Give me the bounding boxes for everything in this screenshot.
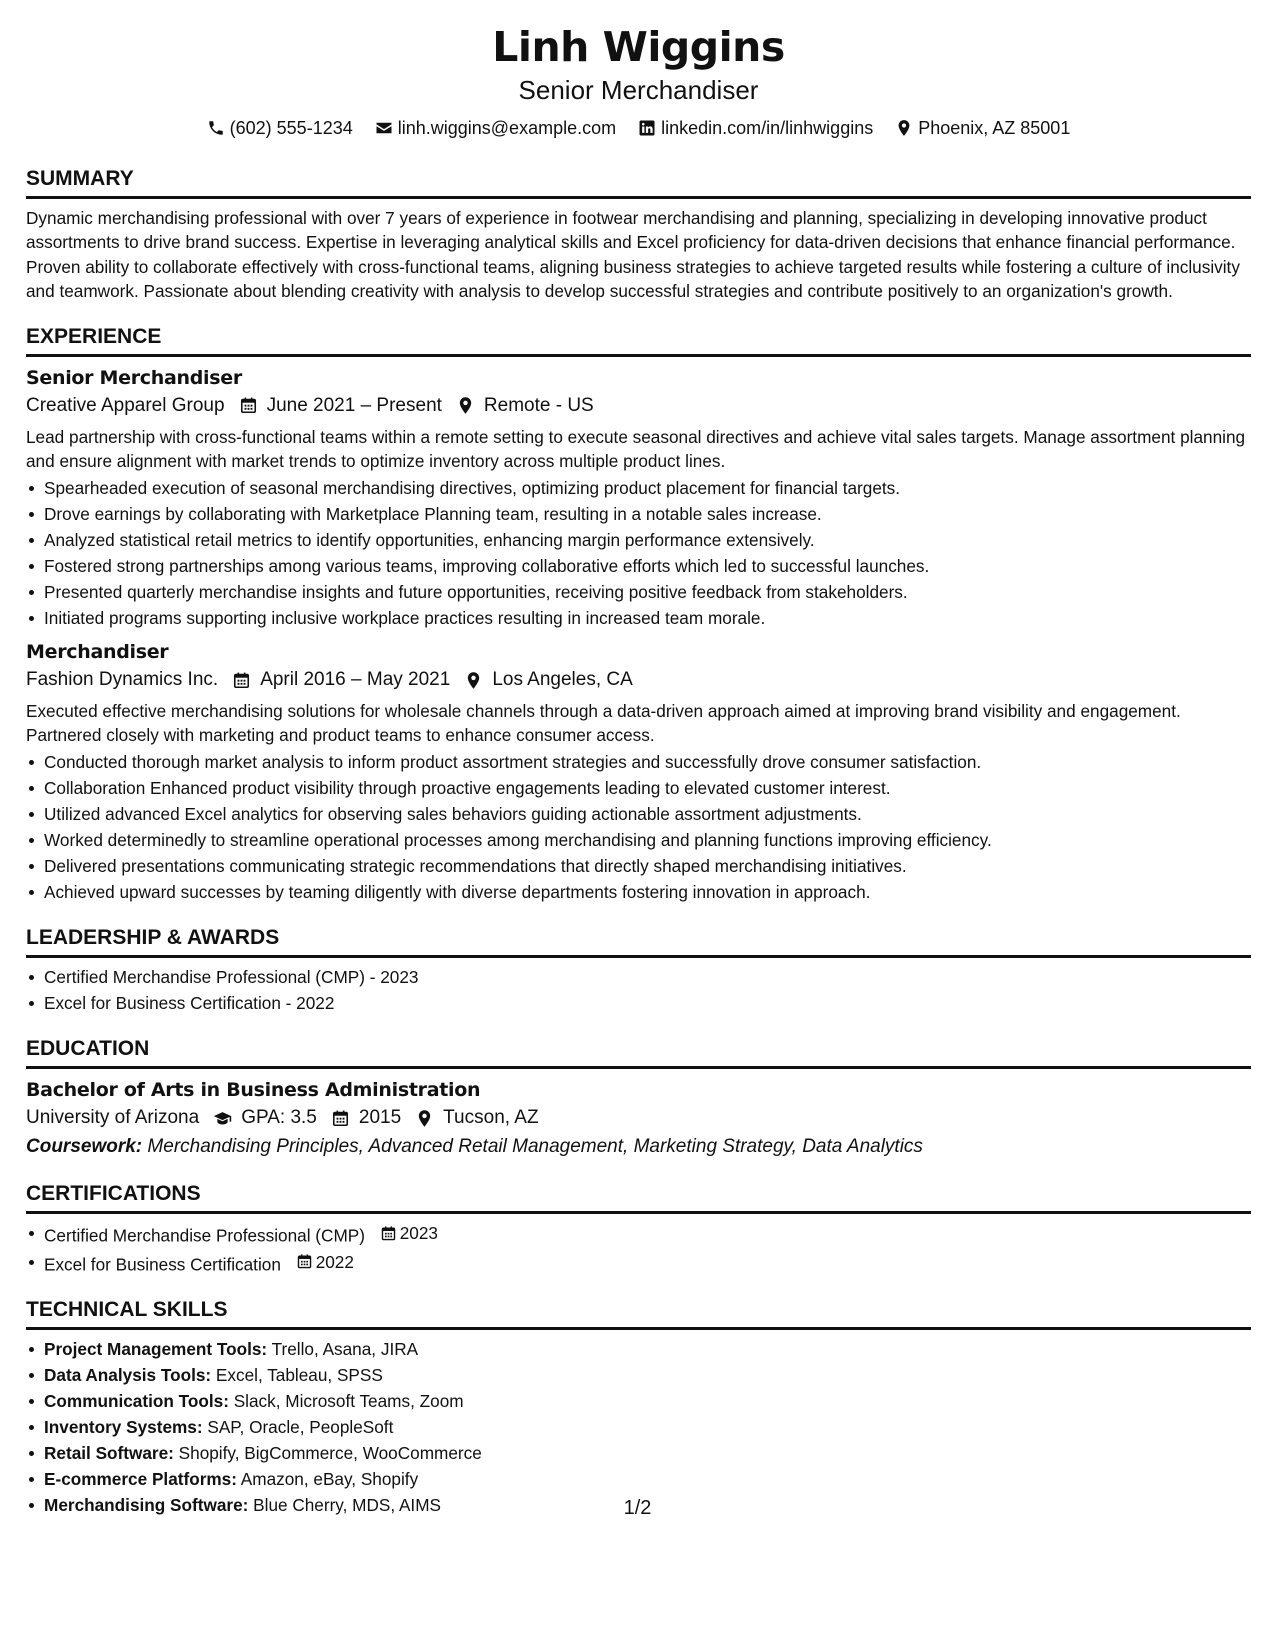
- skill-label: Project Management Tools:: [44, 1339, 268, 1360]
- education-meta: [26, 1103, 1251, 1133]
- job-meta: [26, 665, 1251, 695]
- coursework: [26, 1133, 1251, 1161]
- phone-icon: [207, 119, 225, 137]
- gpa-text: GPA: 3.5: [241, 1107, 317, 1129]
- phone-text: (602) 555-1234: [229, 118, 353, 138]
- skill-value: Amazon, eBay, Shopify: [240, 1469, 419, 1490]
- linkedin-text: linkedin.com/in/linhwiggins: [661, 118, 874, 138]
- job-dates-text: June 2021 – Present: [266, 394, 442, 416]
- list-item: Collaboration Enhanced product visibility through proactive engagements leading to elevated customer interest.: [26, 775, 1251, 801]
- contact-phone: [207, 115, 353, 141]
- list-item: Delivered presentations communicating strategic recommendations that directly shaped merchandising initiatives.: [26, 853, 1251, 879]
- list-item: Conducted thorough market analysis to inform product assortment strategies and successfully drove consumer satisfaction.: [26, 749, 1251, 775]
- job-company: Creative Apparel Group: [26, 394, 225, 416]
- map-pin-icon: [464, 671, 483, 690]
- section-title-certifications: CERTIFICATIONS: [26, 1181, 1251, 1214]
- certification-year: 2023: [399, 1223, 438, 1244]
- job-description: Executed effective merchandising solutions for wholesale channels through a data-driven approach aimed at improving brand visibility and engagement. Partnered closely with marketing and product teams to enhance consumer access.: [26, 701, 1181, 746]
- section-title-education: EDUCATION: [26, 1036, 1251, 1069]
- list-item: [26, 1249, 1251, 1278]
- certification-name: Excel for Business Certification: [44, 1254, 281, 1275]
- skill-value: SAP, Oracle, PeopleSoft: [207, 1417, 394, 1438]
- map-pin-icon: [415, 1109, 434, 1128]
- map-pin-icon: [895, 119, 913, 137]
- calendar-icon: [232, 671, 251, 690]
- graduation-cap-icon: [213, 1109, 232, 1128]
- list-item: Fostered strong partnerships among various teams, improving collaborative efforts which led to successful launches.: [26, 553, 1251, 579]
- education-section: [26, 1036, 1251, 1161]
- section-title-leadership: LEADERSHIP & AWARDS: [26, 925, 1251, 958]
- certifications-list: [26, 1220, 1251, 1277]
- skill-value: Slack, Microsoft Teams, Zoom: [233, 1391, 464, 1412]
- candidate-role: Senior Merchandiser: [518, 75, 759, 105]
- job-description: Lead partnership with cross-functional teams within a remote setting to execute seasonal directives and achieve vital sales targets. Manage assortment planning and ensure alignment with market trends to optimize inventory across multiple product lines.: [26, 426, 1246, 471]
- job-bullets: [26, 475, 1251, 631]
- education-location-text: Tucson, AZ: [443, 1107, 539, 1129]
- skill-value: Shopify, BigCommerce, WooCommerce: [178, 1443, 482, 1464]
- summary-section: [26, 166, 1251, 304]
- certifications-section: [26, 1181, 1251, 1277]
- list-item: [26, 1220, 1251, 1249]
- job-dates: [232, 665, 450, 695]
- resume-header: [26, 20, 1251, 141]
- summary-text: Dynamic merchandising professional with over 7 years of experience in footwear merchandising and planning, specializing in developing innovative product assortments to drive brand success. Expertise in leveraging analytical skills and Excel proficiency for data-driven decisions that enhance financial performance. Proven ability to collaborate effectively with cross-functional teams, aligning business strategies to achieve targeted results while fostering a culture of inclusivity and teamwork. Passionate about blending creativity with analysis to develop successful strategies and contribute positively to an organization's growth.: [26, 208, 1240, 302]
- school-name: University of Arizona: [26, 1107, 200, 1129]
- list-item: [26, 1440, 1251, 1466]
- calendar-icon: [380, 1225, 397, 1242]
- location-text: Phoenix, AZ 85001: [918, 118, 1071, 138]
- skill-label: Inventory Systems:: [44, 1417, 203, 1438]
- job-location-text: Los Angeles, CA: [492, 669, 633, 691]
- list-item: [26, 1414, 1251, 1440]
- coursework-text: Merchandising Principles, Advanced Retail Management, Marketing Strategy, Data Analytics: [147, 1136, 923, 1158]
- contact-linkedin[interactable]: [638, 115, 873, 141]
- list-item: Spearheaded execution of seasonal merchandising directives, optimizing product placement for financial targets.: [26, 475, 1251, 501]
- contact-location: [895, 115, 1070, 141]
- job-dates-text: April 2016 – May 2021: [260, 669, 451, 691]
- education-gpa: [213, 1103, 317, 1133]
- job-title: Merchandiser: [26, 641, 169, 664]
- list-item: Presented quarterly merchandise insights and future opportunities, receiving positive feedback from stakeholders.: [26, 579, 1251, 605]
- map-pin-icon: [456, 396, 475, 415]
- contact-bar: [26, 115, 1251, 141]
- list-item: [26, 1336, 1251, 1362]
- job-bullets: [26, 749, 1251, 905]
- job-dates: [239, 391, 442, 421]
- skill-label: Retail Software:: [44, 1443, 174, 1464]
- year-text: 2015: [358, 1107, 402, 1129]
- skill-label: Merchandising Software:: [44, 1495, 249, 1516]
- coursework-label: Coursework:: [26, 1136, 143, 1158]
- skills-section: [26, 1297, 1251, 1518]
- leadership-list: [26, 964, 1251, 1016]
- experience-section: [26, 324, 1251, 906]
- resume-page: [26, 20, 1251, 1518]
- job-meta: [26, 391, 1251, 421]
- candidate-name: Linh Wiggins: [492, 23, 785, 71]
- envelope-icon: [375, 119, 393, 137]
- contact-email[interactable]: [375, 115, 616, 141]
- list-item: Excel for Business Certification - 2022: [26, 990, 1251, 1016]
- certification-date: [296, 1249, 354, 1275]
- skills-list: [26, 1336, 1251, 1518]
- education-location: [415, 1103, 538, 1133]
- section-title-skills: TECHNICAL SKILLS: [26, 1297, 1251, 1330]
- calendar-icon: [331, 1109, 350, 1128]
- skill-label: Data Analysis Tools:: [44, 1365, 212, 1386]
- degree-title: Bachelor of Arts in Business Administration: [26, 1079, 481, 1102]
- list-item: Achieved upward successes by teaming diligently with diverse departments fostering innovation in approach.: [26, 879, 1251, 905]
- certification-date: [380, 1220, 438, 1246]
- list-item: Utilized advanced Excel analytics for observing sales behaviors guiding actionable assortment adjustments.: [26, 801, 1251, 827]
- job-location-text: Remote - US: [483, 394, 594, 416]
- certification-year: 2022: [315, 1251, 354, 1272]
- job-location: [456, 391, 594, 421]
- skill-value: Excel, Tableau, SPSS: [215, 1365, 383, 1386]
- certification-name: Certified Merchandise Professional (CMP): [44, 1225, 365, 1246]
- calendar-icon: [296, 1253, 313, 1270]
- email-text: linh.wiggins@example.com: [397, 118, 617, 138]
- skill-label: Communication Tools:: [44, 1391, 229, 1412]
- skill-label: E-commerce Platforms:: [44, 1469, 237, 1490]
- job-entry: [26, 639, 1251, 905]
- list-item: [26, 1388, 1251, 1414]
- list-item: Analyzed statistical retail metrics to identify opportunities, enhancing margin performance extensively.: [26, 527, 1251, 553]
- job-title: Senior Merchandiser: [26, 366, 242, 389]
- skill-value: Trello, Asana, JIRA: [271, 1339, 419, 1360]
- page-number: 1/2: [623, 1497, 652, 1519]
- calendar-icon: [239, 396, 258, 415]
- list-item: [26, 1466, 1251, 1492]
- linkedin-icon: [638, 119, 656, 137]
- skill-value: Blue Cherry, MDS, AIMS: [253, 1495, 441, 1516]
- section-title-summary: SUMMARY: [26, 166, 1251, 199]
- list-item: Worked determinedly to streamline operational processes among merchandising and planning functions improving efficiency.: [26, 827, 1251, 853]
- leadership-section: [26, 925, 1251, 1016]
- list-item: Drove earnings by collaborating with Marketplace Planning team, resulting in a notable sales increase.: [26, 501, 1251, 527]
- section-title-experience: EXPERIENCE: [26, 324, 1251, 357]
- list-item: [26, 1362, 1251, 1388]
- job-company: Fashion Dynamics Inc.: [26, 669, 219, 691]
- list-item: Initiated programs supporting inclusive workplace practices resulting in increased team morale.: [26, 605, 1251, 631]
- education-year: [331, 1103, 401, 1133]
- job-entry: [26, 365, 1251, 631]
- list-item: Certified Merchandise Professional (CMP) - 2023: [26, 964, 1251, 990]
- job-location: [464, 665, 632, 695]
